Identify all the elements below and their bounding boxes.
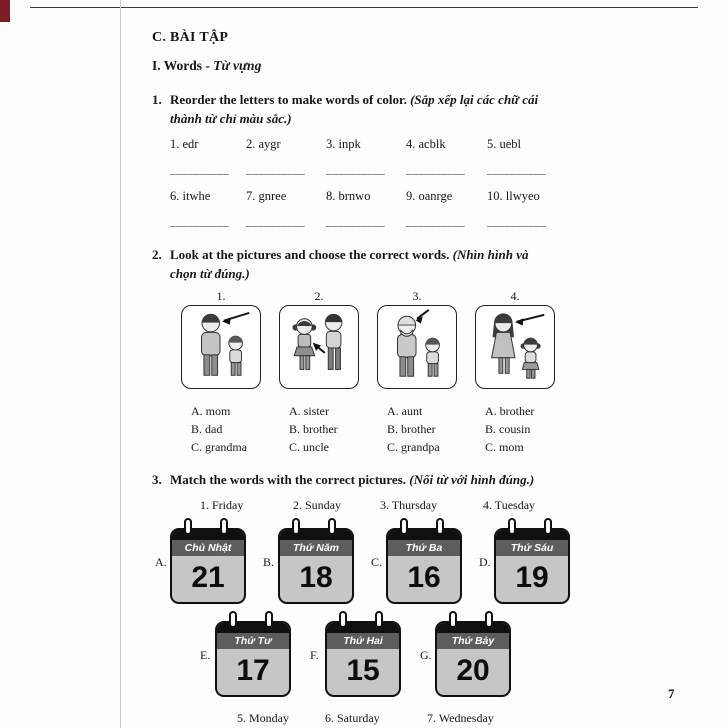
dad-and-daughter-illustration — [182, 306, 260, 388]
answer-blank: __________ — [406, 216, 465, 228]
day-word: 7. Wednesday — [427, 711, 494, 725]
calendar-day-label: Thứ Tư — [217, 633, 289, 649]
page-corner-accent — [0, 0, 10, 22]
calendar-item-a — [155, 518, 246, 606]
words-heading-en: I. Words - — [152, 58, 210, 73]
calendar-item-e — [200, 611, 291, 699]
picture-number: 3. — [412, 289, 422, 303]
binder-ring-icon — [265, 611, 273, 628]
binder-ring-icon — [449, 611, 457, 628]
exercise-1-prompt — [170, 90, 700, 128]
scrambled-word: 1. edr — [170, 137, 199, 151]
binder-ring-icon — [339, 611, 347, 628]
exercise-3-prompt — [170, 470, 700, 489]
answer-option: C. uncle — [289, 440, 329, 454]
binder-ring-icon — [229, 611, 237, 628]
calendar-item-c — [371, 518, 462, 606]
options-list — [279, 402, 359, 456]
answer-blank: __________ — [487, 164, 546, 176]
calendar-date: 21 — [191, 561, 225, 594]
calendar-icon — [494, 518, 570, 606]
answer-option: A. aunt — [387, 404, 423, 418]
scrambled-word: 10. llwyeo — [487, 189, 540, 203]
calendar-letter: G. — [420, 647, 432, 662]
exercise-1-prompt-vi-2: thành từ chỉ màu sắc.) — [170, 111, 292, 126]
calendar-icon — [325, 611, 401, 699]
exercise-2-prompt — [170, 245, 700, 283]
calendar-top-band — [388, 530, 460, 540]
calendar-item-f — [310, 611, 401, 699]
calendar-top-band — [217, 623, 289, 633]
answer-blank: __________ — [487, 216, 546, 228]
calendar-top-band — [327, 623, 399, 633]
picture-box — [181, 305, 261, 389]
binder-ring-icon — [485, 611, 493, 628]
options-list — [475, 402, 555, 456]
calendar-date: 16 — [407, 561, 441, 594]
exercise-2 — [152, 245, 700, 456]
calendar-icon — [215, 611, 291, 699]
calendar-date: 17 — [236, 654, 270, 687]
calendar-day-label: Chủ Nhật — [172, 540, 244, 556]
exercise-2-number: 2. — [152, 247, 162, 262]
answer-option: A. sister — [289, 404, 329, 418]
calendar-icon — [435, 611, 511, 699]
calendar-letter: E. — [200, 647, 211, 662]
answer-blank: __________ — [170, 216, 229, 228]
answer-blank: __________ — [246, 216, 305, 228]
calendar-date: 19 — [515, 561, 549, 594]
picture-number: 2. — [314, 289, 324, 303]
exercise-3-prompt-en: Match the words with the correct pictures. — [170, 472, 406, 487]
calendar-day-label: Thứ Bảy — [437, 633, 509, 649]
exercise-2-prompt-vi-2: chọn từ đúng.) — [170, 266, 250, 281]
options-list — [377, 402, 457, 456]
scrambled-words-grid — [170, 137, 700, 229]
calendar-day-label: Thứ Hai — [327, 633, 399, 649]
exercise-3-number: 3. — [152, 472, 162, 487]
calendar-top-band — [172, 530, 244, 540]
answer-blank: __________ — [326, 164, 385, 176]
binder-ring-icon — [436, 518, 444, 535]
answer-option: B. brother — [289, 422, 338, 436]
picture-item-4 — [475, 290, 555, 456]
answer-blank: __________ — [326, 216, 385, 228]
answer-option: B. dad — [191, 422, 223, 436]
calendar-date: 20 — [456, 654, 490, 687]
answer-option: B. cousin — [485, 422, 531, 436]
binder-ring-icon — [508, 518, 516, 535]
exercise-1-prompt-vi-1: (Sắp xếp lại các chữ cái — [410, 92, 539, 107]
binder-ring-icon — [220, 518, 228, 535]
picture-item-3 — [377, 290, 457, 456]
picture-box — [377, 305, 457, 389]
day-word: 4. Tuesday — [483, 498, 536, 512]
calendar-date: 15 — [346, 654, 380, 687]
binder-ring-icon — [375, 611, 383, 628]
calendar-letter: D. — [479, 554, 491, 569]
section-header: C. BÀI TẬP — [152, 30, 229, 45]
calendar-top-band — [437, 623, 509, 633]
match-words-top — [200, 498, 700, 512]
binder-ring-icon — [400, 518, 408, 535]
picture-box — [475, 305, 555, 389]
page-content — [152, 30, 700, 725]
binder-ring-icon — [292, 518, 300, 535]
calendar-day-label: Thứ Ba — [388, 540, 460, 556]
day-word: 6. Saturday — [325, 711, 380, 725]
answer-blank: __________ — [246, 164, 305, 176]
calendar-top-band — [280, 530, 352, 540]
pictures-row — [181, 290, 700, 456]
picture-item-2 — [279, 290, 359, 456]
calendar-item-g — [420, 611, 511, 699]
answer-option: C. grandpa — [387, 440, 440, 454]
picture-box — [279, 305, 359, 389]
grandpa-and-grandchild-illustration — [378, 306, 456, 388]
answer-option: C. grandma — [191, 440, 247, 454]
calendar-letter: A. — [155, 554, 167, 569]
exercise-2-prompt-vi-1: (Nhìn hình và — [452, 247, 529, 262]
binder-ring-icon — [328, 518, 336, 535]
calendar-icon — [278, 518, 354, 606]
calendar-row-2 — [200, 611, 700, 699]
scrambled-word: 6. itwhe — [170, 189, 211, 203]
calendar-item-b — [263, 518, 354, 606]
answer-option: C. mom — [485, 440, 524, 454]
calendar-row-1 — [155, 518, 700, 606]
exercise-3 — [152, 470, 700, 489]
calendar-letter: B. — [263, 554, 275, 569]
day-word: 3. Thursday — [380, 498, 438, 512]
exercise-1-prompt-en: Reorder the letters to make words of color. — [170, 92, 407, 107]
exercise-2-prompt-en: Look at the pictures and choose the correct words. — [170, 247, 450, 262]
match-words-bottom — [237, 711, 700, 725]
scrambled-word: 3. inpk — [326, 137, 361, 151]
scrambled-word: 4. acblk — [406, 137, 446, 151]
exercise-1-number: 1. — [152, 92, 162, 107]
picture-item-1 — [181, 290, 261, 456]
calendar-day-label: Thứ Sáu — [496, 540, 568, 556]
binder-ring-icon — [184, 518, 192, 535]
scrambled-word: 7. gnree — [246, 189, 287, 203]
words-heading — [152, 58, 700, 74]
day-word: 2. Sunday — [293, 498, 341, 512]
day-word: 1. Friday — [200, 498, 244, 512]
answer-option: A. mom — [191, 404, 231, 418]
calendar-date: 18 — [299, 561, 333, 594]
day-word: 5. Monday — [237, 711, 289, 725]
mom-and-daughter-illustration — [476, 306, 554, 388]
sister-and-brother-illustration — [280, 306, 358, 388]
answer-blank: __________ — [170, 164, 229, 176]
match-area — [152, 498, 700, 725]
scrambled-word: 8. brnwo — [326, 189, 371, 203]
page-number: 7 — [668, 686, 675, 701]
words-heading-vi: Từ vựng — [213, 58, 262, 73]
scrambled-word: 9. oanrge — [406, 189, 453, 203]
answer-option: B. brother — [387, 422, 436, 436]
binder-ring-icon — [544, 518, 552, 535]
margin-line — [120, 0, 121, 728]
exercise-3-prompt-vi: (Nối từ với hình đúng.) — [409, 472, 535, 487]
picture-number: 1. — [216, 289, 226, 303]
scrambled-word: 5. uebl — [487, 137, 522, 151]
answer-blank: __________ — [406, 164, 465, 176]
calendar-top-band — [496, 530, 568, 540]
calendar-icon — [386, 518, 462, 606]
exercise-1 — [152, 90, 700, 229]
calendar-item-d — [479, 518, 570, 606]
calendar-icon — [170, 518, 246, 606]
answer-option: A. brother — [485, 404, 535, 418]
picture-number: 4. — [510, 289, 520, 303]
options-list — [181, 402, 261, 456]
top-rule-line — [30, 7, 698, 8]
calendar-letter: F. — [310, 647, 319, 662]
calendar-letter: C. — [371, 554, 383, 569]
calendar-day-label: Thứ Năm — [280, 540, 352, 556]
scrambled-word: 2. aygr — [246, 137, 281, 151]
